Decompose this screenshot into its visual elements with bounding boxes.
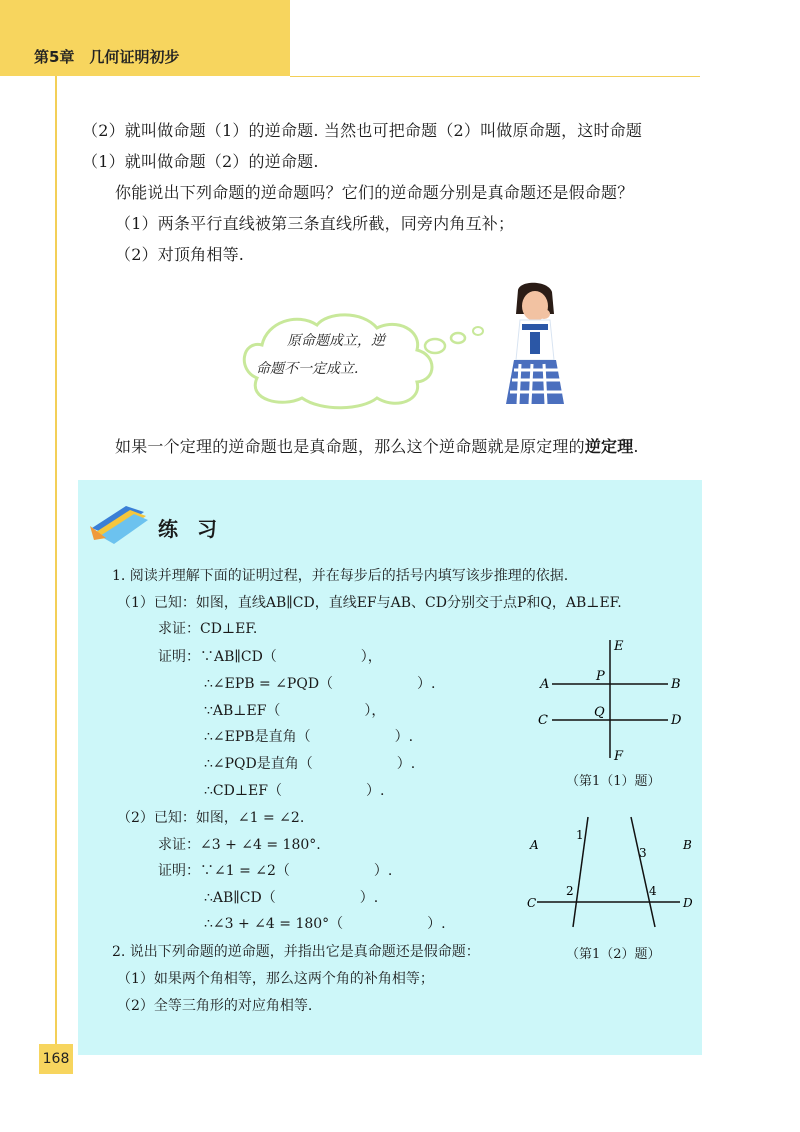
- q1-1-proof-step: ∴∠EPB = ∠PQD（ ）.: [204, 676, 436, 692]
- q2-text: 2. 说出下列命题的逆命题，并指出它是真命题还是假命题：: [112, 944, 480, 960]
- fig2-angle-1: 1: [576, 828, 584, 842]
- q1-1-given: （1）已知：如图，直线AB∥CD，直线EF与AB、CD分别交于点P和Q，AB⊥EF.: [117, 595, 622, 611]
- q1-text: 1. 阅读并理解下面的证明过程，并在每步后的括号内填写该步推理的依据.: [112, 568, 569, 584]
- definition-end: .: [633, 437, 639, 456]
- q2-item-1: （1）如果两个角相等，那么这两个角的补角相等；: [117, 971, 434, 987]
- definition-term: 逆定理: [584, 437, 634, 456]
- q1-1-proof-step: ∵AB⊥EF（ ），: [204, 703, 386, 719]
- header-rule: [290, 76, 700, 77]
- fig2-angle-2: 2: [566, 884, 574, 898]
- definition-line: [115, 434, 639, 457]
- q2-item-2: （2）全等三角形的对应角相等.: [117, 998, 313, 1014]
- fig2-label-d: D: [683, 896, 693, 910]
- q1-1-proof-step: ∴∠PQD是直角（ ）.: [204, 756, 416, 772]
- figure-1-2: [525, 815, 700, 930]
- figure-1-1-caption: （第1（1）题）: [566, 774, 661, 789]
- fig2-label-a: A: [530, 838, 539, 852]
- q1-1-proof-step: ∴CD⊥EF（ ）.: [204, 783, 385, 799]
- fig1-label-c: C: [538, 713, 548, 728]
- q1-2-proof-step: ∴∠3 + ∠4 = 180°（ ）.: [204, 916, 446, 932]
- fig1-label-q: Q: [594, 705, 605, 720]
- practice-pencil-icon: [86, 496, 154, 546]
- intro-question: 你能说出下列命题的逆命题吗？它们的逆命题分别是真命题还是假命题？: [115, 183, 634, 202]
- chapter-title: 第5章 几何证明初步: [34, 48, 180, 66]
- q1-2-proof-step: 证明：∵∠1 = ∠2（ ）.: [158, 863, 393, 879]
- figure-1-2-caption: （第1（2）题）: [566, 947, 661, 962]
- intro-line-1: （2）就叫做命题（1）的逆命题. 当然也可把命题（2）叫做原命题，这时命题: [82, 121, 643, 140]
- girl-illustration: [500, 280, 570, 410]
- intro-item-2: （2）对顶角相等.: [115, 245, 245, 264]
- q1-1-prove: 求证：CD⊥EF.: [158, 621, 258, 637]
- figure-1-1: [530, 630, 690, 770]
- fig2-angle-4: 4: [649, 884, 657, 898]
- intro-item-1: （1）两条平行直线被第三条直线所截，同旁内角互补；: [115, 214, 515, 233]
- fig1-label-a: A: [540, 677, 550, 692]
- intro-line-2: （1）就叫做命题（2）的逆命题.: [82, 152, 319, 171]
- fig2-label-c: C: [527, 896, 537, 910]
- definition-text: 如果一个定理的逆命题也是真命题，那么这个逆命题就是原定理的: [115, 437, 585, 456]
- fig2-label-b: B: [683, 838, 692, 852]
- q1-1-proof-step: 证明：∵AB∥CD（ ），: [158, 649, 382, 665]
- fig1-label-e: E: [614, 639, 624, 654]
- fig1-label-b: B: [671, 677, 681, 692]
- thought-bubble: [232, 300, 512, 420]
- q1-2-given: （2）已知：如图，∠1 = ∠2.: [117, 810, 305, 826]
- thought-line-1: 原命题成立，逆: [287, 333, 385, 349]
- fig1-label-f: F: [614, 749, 624, 764]
- side-rule: [55, 76, 57, 1046]
- q1-2-proof-step: ∴AB∥CD（ ）.: [204, 890, 379, 906]
- q1-2-prove: 求证：∠3 + ∠4 = 180°.: [158, 837, 321, 853]
- fig2-angle-3: 3: [639, 846, 647, 860]
- page-number: 168: [39, 1044, 73, 1074]
- thought-line-2: 命题不一定成立.: [256, 361, 359, 377]
- fig1-label-p: P: [596, 669, 605, 684]
- q1-1-proof-step: ∴∠EPB是直角（ ）.: [204, 729, 414, 745]
- fig1-label-d: D: [671, 713, 682, 728]
- practice-title: 练 习: [158, 517, 223, 541]
